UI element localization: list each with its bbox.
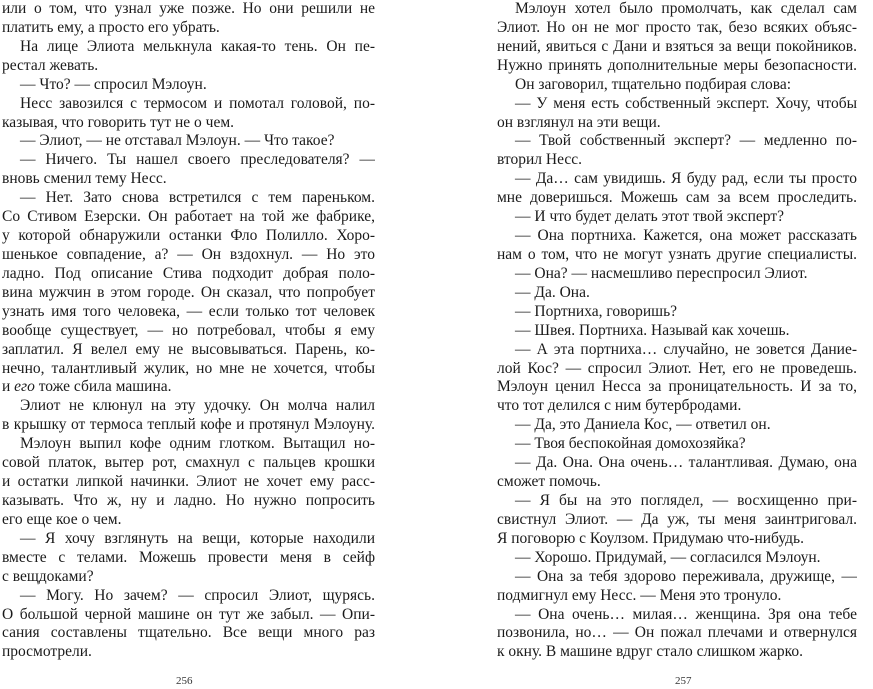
text-line: — Портниха, говоришь?: [515, 302, 678, 320]
text-line: — Она очень… милая… женщина. Зря она тебе: [515, 605, 857, 623]
text-line: — Я хочу взглянуть на вещи, которые находили: [20, 529, 375, 547]
text-line: Нужно принять дополнительные меры безопасности.: [497, 56, 857, 74]
text-line: — И что будет делать этот твой эксперт?: [515, 208, 784, 226]
text-segment: и: [2, 378, 15, 396]
text-line: — Швея. Портниха. Называй как хочешь.: [515, 321, 790, 339]
text-line: Со Стивом Езерски. Он работает на той же фабрике,: [2, 208, 375, 226]
text-line: узнать имя того человека, — если только тот человек: [2, 302, 375, 320]
text-line: ладно. Под описание Стива подходит добрая поло-: [2, 264, 375, 282]
text-line: [2, 378, 375, 397]
text-line: к окну. В машине вдруг стало слишком жарко.: [497, 643, 804, 661]
text-line: На лице Элиота мелькнула какая-то тень. Он пе-: [20, 37, 375, 55]
text-line: нам о том, что не могут узнать другие специалисты.: [497, 245, 857, 263]
text-line: — Хорошо. Придумай, — согласился Мэлоун.: [515, 548, 821, 566]
page-number-left: 256: [176, 675, 193, 687]
text-line: нечно, талантливый жулик, но мне не хочется, чтобы: [2, 359, 375, 377]
text-line: лой Кос? — спросил Элиот. Нет, его не проведешь.: [497, 359, 857, 377]
text-line: сания составлены тщательно. Все вещи много раз: [2, 624, 375, 642]
text-line: Элиот не клюнул на эту удочку. Он молча налил: [20, 397, 375, 415]
text-line: — У меня есть собственный эксперт. Хочу, чтобы: [515, 94, 857, 112]
italic-word: его: [14, 378, 35, 396]
text-line: — Ничего. Ты нашел своего преследователя? —: [20, 151, 375, 169]
text-line: Он заговорил, тщательно подбирая слова:: [515, 75, 792, 93]
text-line: совой платок, вытер рот, смахнул с пальцев крошки: [2, 454, 375, 472]
text-line: — Что? — спросил Мэлоун.: [20, 75, 207, 93]
text-line: казывая, что говорить тут не о чем.: [2, 113, 235, 131]
text-line: — Она? — насмешливо переспросил Элиот.: [515, 264, 808, 282]
page-number-right: 257: [675, 675, 692, 687]
text-line: мне доверишься. Можешь сам за всем проследить.: [497, 189, 857, 207]
text-line: сможет помочь.: [497, 473, 601, 491]
left-page: [0, 0, 420, 689]
text-line: Несс завозился с термосом и помотал головой, по-: [20, 94, 375, 112]
text-line: — Элиот, — не отставал Мэлоун. — Что такое?: [20, 132, 335, 150]
text-line: — Да… сам увидишь. Я буду рад, если ты просто: [515, 170, 857, 188]
text-line: Я поговорю с Коулзом. Придумаю что-нибудь.: [497, 529, 804, 547]
text-line: подмигнул ему Несс. — Меня это тронуло.: [497, 586, 782, 604]
text-line: он взглянул на эти вещи.: [497, 113, 661, 131]
text-line: позвонила, но… — Он пожал плечами и отвернулся: [497, 624, 857, 642]
text-line: нений, явиться с Дани и взяться за вещи покойников.: [497, 37, 857, 55]
text-line: вина мужчин в этом городе. Он сказал, что попробует: [2, 283, 375, 301]
text-line: — Я бы на это поглядел, — восхищенно при-: [515, 491, 857, 509]
text-line: — Да. Она.: [515, 283, 590, 301]
text-line: рестал жевать.: [2, 56, 99, 74]
text-line: — Да, это Даниела Кос, — ответил он.: [515, 416, 771, 434]
text-line: — Нет. Зато снова встретился с тем пареньком.: [20, 189, 375, 207]
text-line: в крышку от термоса теплый кофе и протянул Мэлоуну.: [2, 416, 375, 434]
text-line: Мэлоун выпил кофе одним глотком. Вытащил но-: [20, 435, 375, 453]
text-line: Мэлоун хотел было промолчать, как сделал сам: [515, 0, 857, 17]
text-line: свистнул Элиот. — Да уж, ты меня заинтриговал.: [497, 510, 857, 528]
right-page: [497, 0, 873, 689]
text-line: или о том, что узнал уже позже. Но они решили не: [2, 0, 375, 17]
text-line: у которой обнаружили останки Фло Полилло. Хоро-: [2, 227, 375, 245]
left-page-text: [2, 0, 375, 662]
text-line: вновь сменил тему Несс.: [2, 170, 167, 188]
text-line: — Она портниха. Кажется, она может рассказать: [515, 227, 857, 245]
text-line: — Твой собственный эксперт? — медленно по-: [515, 132, 857, 150]
text-line: Элиот. Но он не мог просто так, безо всяких объяс-: [497, 18, 857, 36]
text-segment: тоже сбила машина.: [34, 378, 172, 396]
text-line: что тот делился с ним бутербродами.: [497, 397, 742, 415]
text-line: и остатки липкой начинки. Элиот не хочет ему расс-: [2, 473, 375, 491]
text-line: казывать. Что ж, ну и ладно. Но нужно попросить: [2, 491, 375, 509]
text-line: — Она за тебя здорово переживала, дружище, —: [515, 567, 857, 585]
text-line: — Да. Она. Она очень… талантливая. Думаю, она: [515, 454, 857, 472]
text-line: с вещдоками?: [2, 567, 94, 585]
text-line: вторил Несс.: [497, 151, 583, 169]
right-page-text: [497, 0, 857, 662]
text-line: — А эта портниха… случайно, не зовется Даниe-: [515, 340, 857, 358]
text-line: просмотрели.: [2, 643, 92, 661]
text-line: заплатил. Я велел ему не высовываться. Парень, ко-: [2, 340, 375, 358]
text-line: — Твоя беспокойная домохозяйка?: [515, 435, 746, 453]
text-line: вообще существует, — но потребовал, чтобы я ему: [2, 321, 375, 339]
text-line: шенькое совпадение, а? — Он вздохнул. — Но это: [2, 245, 375, 263]
text-line: платить ему, а просто его убрать.: [2, 18, 220, 36]
text-line: О большой черной машине он тут же забыл. — Опи-: [2, 605, 375, 623]
text-line: — Могу. Но зачем? — спросил Элиот, щурясь.: [20, 586, 375, 604]
text-line: Мэлоун ценил Несса за проницательность. И за то,: [497, 378, 857, 396]
text-line: вместе с телами. Можешь провести меня в сейф: [2, 548, 375, 566]
text-line: его еще кое о чем.: [2, 510, 122, 528]
